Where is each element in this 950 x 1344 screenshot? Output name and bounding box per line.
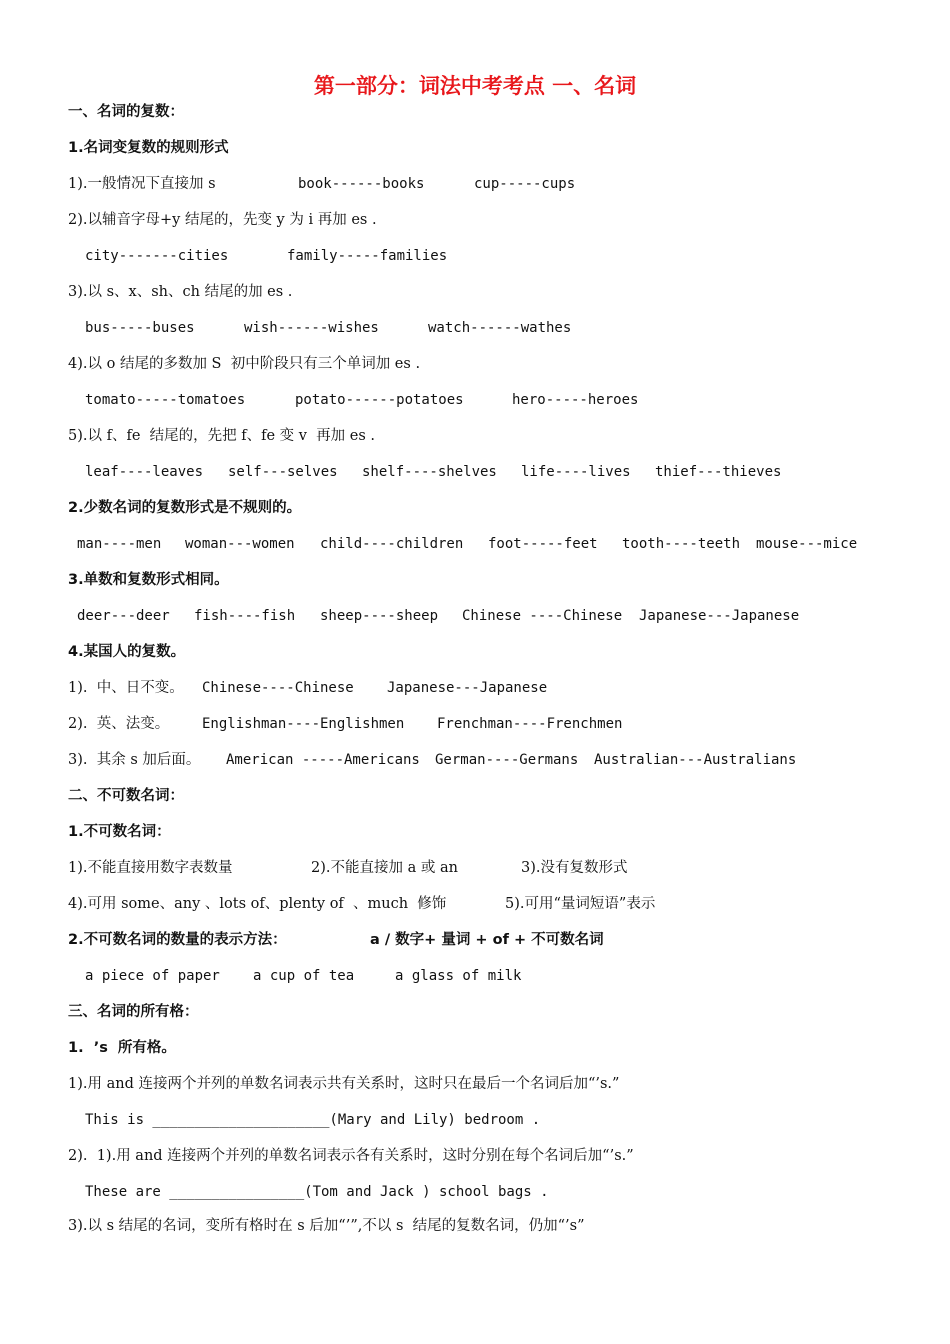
- rule-2: 2).以辅音字母+y 结尾的，先变 y 为 i 再加 es .: [68, 212, 377, 228]
- example: man----men: [77, 536, 162, 552]
- example: book------books: [298, 176, 425, 192]
- example: a piece of paper: [85, 968, 220, 984]
- example: Australian---Australians: [594, 752, 797, 768]
- example: Japanese---Japanese: [387, 680, 548, 696]
- exercise-sentence-2: These are ________________(Tom and Jack ) school bags .: [85, 1184, 549, 1200]
- subheading-regular-plural: 1.名词变复数的规则形式: [68, 140, 229, 156]
- example: a glass of milk: [395, 968, 522, 984]
- example: cup-----cups: [474, 176, 576, 192]
- example: wish------wishes: [244, 320, 379, 336]
- uncountable-point-5: 5).可用“量词短语”表示: [505, 896, 656, 912]
- subheading-irregular-plural: 2.少数名词的复数形式是不规则的。: [68, 500, 302, 516]
- rule-5: 5).以 f、fe 结尾的，先把 f、fe 变 v 再加 es .: [68, 428, 376, 444]
- example: Frenchman----Frenchmen: [437, 716, 623, 732]
- example: hero-----heroes: [512, 392, 639, 408]
- nationality-rule-2: 2). 英、法变。: [68, 716, 170, 732]
- example: sheep----sheep: [320, 608, 439, 624]
- section-heading-possessive: 三、名词的所有格：: [68, 1004, 199, 1020]
- rule-4: 4).以 o 结尾的多数加 S 初中阶段只有三个单词加 es .: [68, 356, 421, 372]
- example: life----lives: [521, 464, 631, 480]
- example: mouse---mice: [756, 536, 858, 552]
- subheading-same-form: 3.单数和复数形式相同。: [68, 572, 229, 588]
- example: Chinese----Chinese: [202, 680, 354, 696]
- uncountable-point-1: 1).不能直接用数字表数量: [68, 860, 233, 876]
- subheading-quantity: 2.不可数名词的数量的表示方法：: [68, 932, 287, 948]
- example: thief---thieves: [655, 464, 782, 480]
- example: family-----families: [287, 248, 448, 264]
- possessive-rule-2: 2). 1).用 and 连接两个并列的单数名词表示各有关系时，这时分别在每个名词后加“’s.”: [68, 1148, 634, 1164]
- example: watch------wathes: [428, 320, 572, 336]
- example: Chinese ----Chinese: [462, 608, 623, 624]
- example: city-------cities: [85, 248, 229, 264]
- page-title: 第一部分：词法中考考点 一、名词: [313, 74, 637, 98]
- example: American -----Americans: [226, 752, 420, 768]
- example: tooth----teeth: [622, 536, 741, 552]
- example: German----Germans: [435, 752, 579, 768]
- example: Japanese---Japanese: [639, 608, 800, 624]
- example: potato------potatoes: [295, 392, 464, 408]
- rule-3: 3).以 s、x、sh、ch 结尾的加 es .: [68, 284, 293, 300]
- rule-1: 1).一般情况下直接加 s: [68, 176, 216, 192]
- example: bus-----buses: [85, 320, 195, 336]
- possessive-rule-1: 1).用 and 连接两个并列的单数名词表示共有关系时，这时只在最后一个名词后加“’s.”: [68, 1076, 620, 1092]
- subheading-s-possessive: 1. ’s 所有格。: [68, 1040, 176, 1056]
- example: self---selves: [228, 464, 338, 480]
- subheading-nationalities: 4.某国人的复数。: [68, 644, 186, 660]
- quantity-formula: a / 数字+ 量词 + of + 不可数名词: [370, 932, 604, 948]
- section-heading-plural: 一、名词的复数：: [68, 104, 184, 120]
- example: tomato-----tomatoes: [85, 392, 246, 408]
- uncountable-point-2: 2).不能直接加 a 或 an: [311, 860, 458, 876]
- example: child----children: [320, 536, 464, 552]
- uncountable-point-4: 4).可用 some、any 、lots of、plenty of 、much 修饰: [68, 896, 447, 912]
- example: a cup of tea: [253, 968, 355, 984]
- nationality-rule-3: 3). 其余 s 加后面。: [68, 752, 201, 768]
- example: shelf----shelves: [362, 464, 497, 480]
- exercise-sentence-1: This is _____________________(Mary and Lily) bedroom .: [85, 1112, 541, 1128]
- section-heading-uncountable: 二、不可数名词：: [68, 788, 184, 804]
- nationality-rule-1: 1). 中、日不变。: [68, 680, 184, 696]
- example: leaf----leaves: [85, 464, 204, 480]
- example: Englishman----Englishmen: [202, 716, 405, 732]
- example: woman---women: [185, 536, 295, 552]
- example: deer---deer: [77, 608, 170, 624]
- possessive-rule-3: 3).以 s 结尾的名词，变所有格时在 s 后加“’”,不以 s 结尾的复数名词，仍加“’s”: [68, 1218, 585, 1234]
- uncountable-point-3: 3).没有复数形式: [521, 860, 628, 876]
- subheading-uncountable: 1.不可数名词：: [68, 824, 171, 840]
- example: foot-----feet: [488, 536, 598, 552]
- example: fish----fish: [194, 608, 296, 624]
